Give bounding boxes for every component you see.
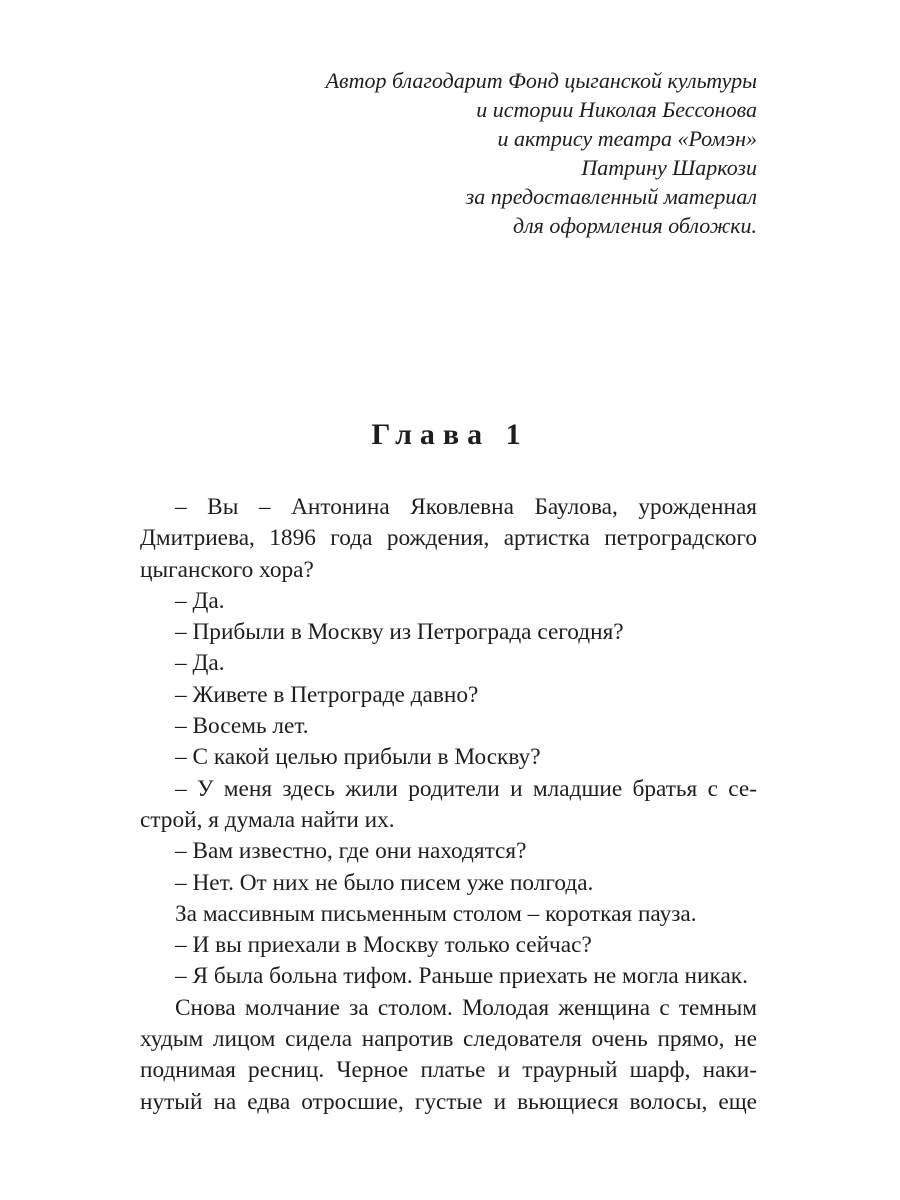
paragraph: – Прибыли в Москву из Петрограда сегодня? [175, 619, 624, 646]
paragraph: – Восемь лет. [175, 713, 309, 740]
paragraph: – Я была больна тифом. Раньше приехать не могла никак. [175, 963, 748, 990]
paragraph: – У меня здесь жили родители и младшие братья с сестрой, я думала найти их. [140, 775, 757, 833]
dedication-line: и актрису театра «Ромэн» [497, 126, 757, 151]
dedication-line: Автор благодарит Фонд цыганской культуры [325, 68, 757, 93]
paragraph: За массивным письменным столом – короткая пауза. [175, 900, 697, 927]
paragraph: Снова молчание за столом. Молодая женщина с темным худым лицом сидела напротив следователя очень прямо, не поднимая ресниц. Черное платье и траурный шарф, накинутый на едва отросшие, густые и вьющиеся волосы, еще [140, 994, 757, 1115]
body-text [140, 492, 757, 1118]
paragraph: – Да. [175, 587, 225, 614]
chapter-title: Глава 1 [371, 418, 529, 451]
paragraph: – Живете в Петрограде давно? [175, 681, 479, 708]
paragraph: – Нет. От них не было писем уже полгода. [175, 869, 594, 896]
dedication-line: за предоставленный материал [465, 184, 757, 209]
paragraph: – С какой целью прибыли в Москву? [175, 744, 541, 771]
dedication-line: для оформления обложки. [512, 213, 757, 238]
paragraph: – И вы приехали в Москву только сейчас? [175, 932, 592, 959]
dedication-epigraph [237, 66, 757, 240]
paragraph: – Вам известно, где они находятся? [175, 838, 527, 865]
dedication-line: Патрину Шаркози [581, 155, 757, 180]
dedication-line: и истории Николая Бессонова [476, 97, 757, 122]
paragraph: – Вы – Антонина Яковлевна Баулова, урожденная Дмитриева, 1896 года рождения, артистка петроградского цыганского хора? [140, 494, 757, 583]
paragraph: – Да. [175, 650, 225, 677]
